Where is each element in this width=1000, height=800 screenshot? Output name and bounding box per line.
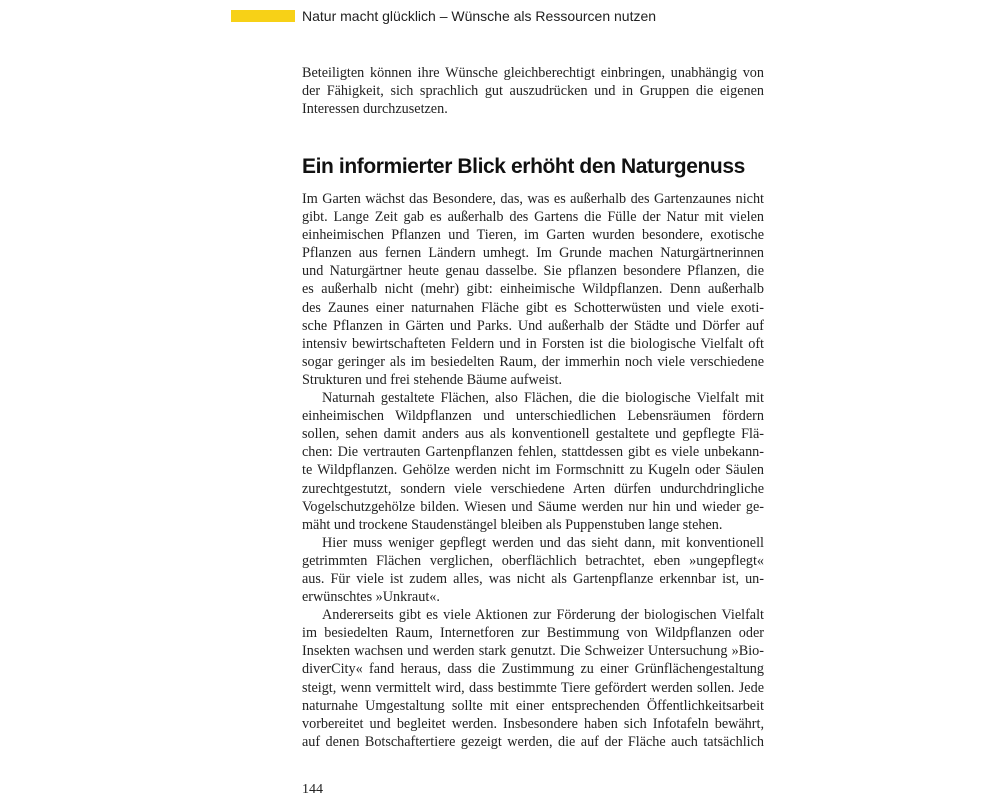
text-line: intensiv bewirtschafteten Feldern und in Forsten ist die biologische Vielfalt oft	[302, 335, 764, 352]
text-line: Im Garten wächst das Besondere, das, was es außerhalb des Gartenzaunes nicht	[302, 191, 764, 207]
text-line: Vogelschutzgehölze bilden. Wiesen und Säume werden nur hin und wieder ge-	[302, 498, 764, 515]
section-body	[302, 190, 764, 751]
text-line: gibt. Lange Zeit gab es außerhalb des Gartens die Fülle der Natur mit vielen	[302, 209, 764, 226]
text-line: Andererseits gibt es viele Aktionen zur Förderung der biologischen Vielfalt	[322, 607, 764, 624]
text-line: naturnahe Umgestaltung sollte mit einer entsprechenden Öffentlichkeitsarbeit	[302, 697, 764, 714]
text-line: Pflanzen aus fernen Ländern umhegt. Im Grunde machen Naturgärtnerinnen	[302, 245, 764, 262]
text-line: Interessen durchzusetzen.	[302, 101, 448, 118]
text-line: getrimmten Flächen verglichen, oberflächlich betrachtet, eben »ungepflegt«	[302, 552, 764, 569]
text-line: chen: Die vertrauten Gartenpflanzen fehlen, stattdessen gibt es viele unbekann-	[302, 444, 764, 461]
text-line: auf denen Botschaftertiere gezeigt werden, die auf der Fläche auch tatsächlich	[302, 733, 764, 750]
text-line: einheimischen Pflanzen und Tieren, im Garten wurden besondere, exotische	[302, 227, 764, 244]
text-line: es außerhalb nicht (mehr) gibt: einheimische Wildpflanzen. Denn außerhalb	[302, 281, 764, 298]
text-line: mäht und trockene Staudenstängel bleiben als Puppenstuben lange stehen.	[302, 516, 723, 533]
text-line: vorbereitet und begleitet werden. Insbesondere haben sich Infotafeln bewährt,	[302, 715, 764, 732]
text-line: des Zaunes einer naturnahen Fläche gibt es Schotterwüsten und viele exoti-	[302, 299, 764, 316]
text-line: zurechtgestutzt, sondern viele verschiedene Arten dürfen undurchdringliche	[302, 480, 764, 497]
text-line: aus. Für viele ist zudem alles, was nicht als Gartenpflanze erkennbar ist, un-	[302, 570, 764, 587]
text-line: erwünschtes »Unkraut«.	[302, 589, 440, 606]
text-line: te Wildpflanzen. Gehölze werden nicht im Formschnitt zu Kugeln oder Säulen	[302, 462, 764, 479]
text-line: Insekten wachsen und werden stark genutzt. Die Schweizer Untersuchung »Bio-	[302, 643, 764, 660]
text-line: einheimischen Wildpflanzen und unterschiedlichen Lebensräumen fördern	[302, 408, 764, 425]
text-line: sollen, sehen damit anders aus als konventionell gestaltete und gepflegte Flä-	[302, 426, 764, 443]
text-line: Hier muss weniger gepflegt werden und das sieht dann, mit konventionell	[322, 534, 764, 551]
text-line: steigt, wenn vermittelt wird, dass bestimmte Tiere gefördert werden sollen. Jede	[302, 679, 764, 696]
chapter-color-bar	[231, 10, 295, 22]
section-heading: Ein informierter Blick erhöht den Naturgenuss	[302, 155, 745, 178]
text-line: sogar geringer als im besiedelten Raum, der immerhin noch viele verschiedene	[302, 353, 764, 370]
text-line: im besiedelten Raum, Internetforen zur Bestimmung von Wildpflanzen oder	[302, 625, 764, 642]
text-line: diverCity« fand heraus, dass die Zustimmung zu einer Grünflächengestaltung	[302, 661, 764, 678]
text-line: Naturnah gestaltete Flächen, also Flächen, die die biologische Vielfalt mit	[322, 390, 764, 407]
page-number: 144	[302, 782, 323, 797]
text-line: Strukturen und frei stehende Bäume aufweist.	[302, 371, 563, 388]
text-line: Beteiligten können ihre Wünsche gleichberechtigt einbringen, unabhängig von	[302, 65, 764, 81]
text-line: und Naturgärtner heute genau dasselbe. Sie pflanzen besondere Pflanzen, die	[302, 263, 764, 280]
text-line: der Fähigkeit, sich sprachlich gut auszudrücken und in Gruppen die eigenen	[302, 83, 764, 100]
running-head-title: Natur macht glücklich – Wünsche als Ressourcen nutzen	[302, 8, 657, 24]
text-line: sche Pflanzen in Gärten und Parks. Und außerhalb der Städte und Dörfer auf	[302, 317, 764, 334]
intro-paragraph	[302, 64, 764, 118]
